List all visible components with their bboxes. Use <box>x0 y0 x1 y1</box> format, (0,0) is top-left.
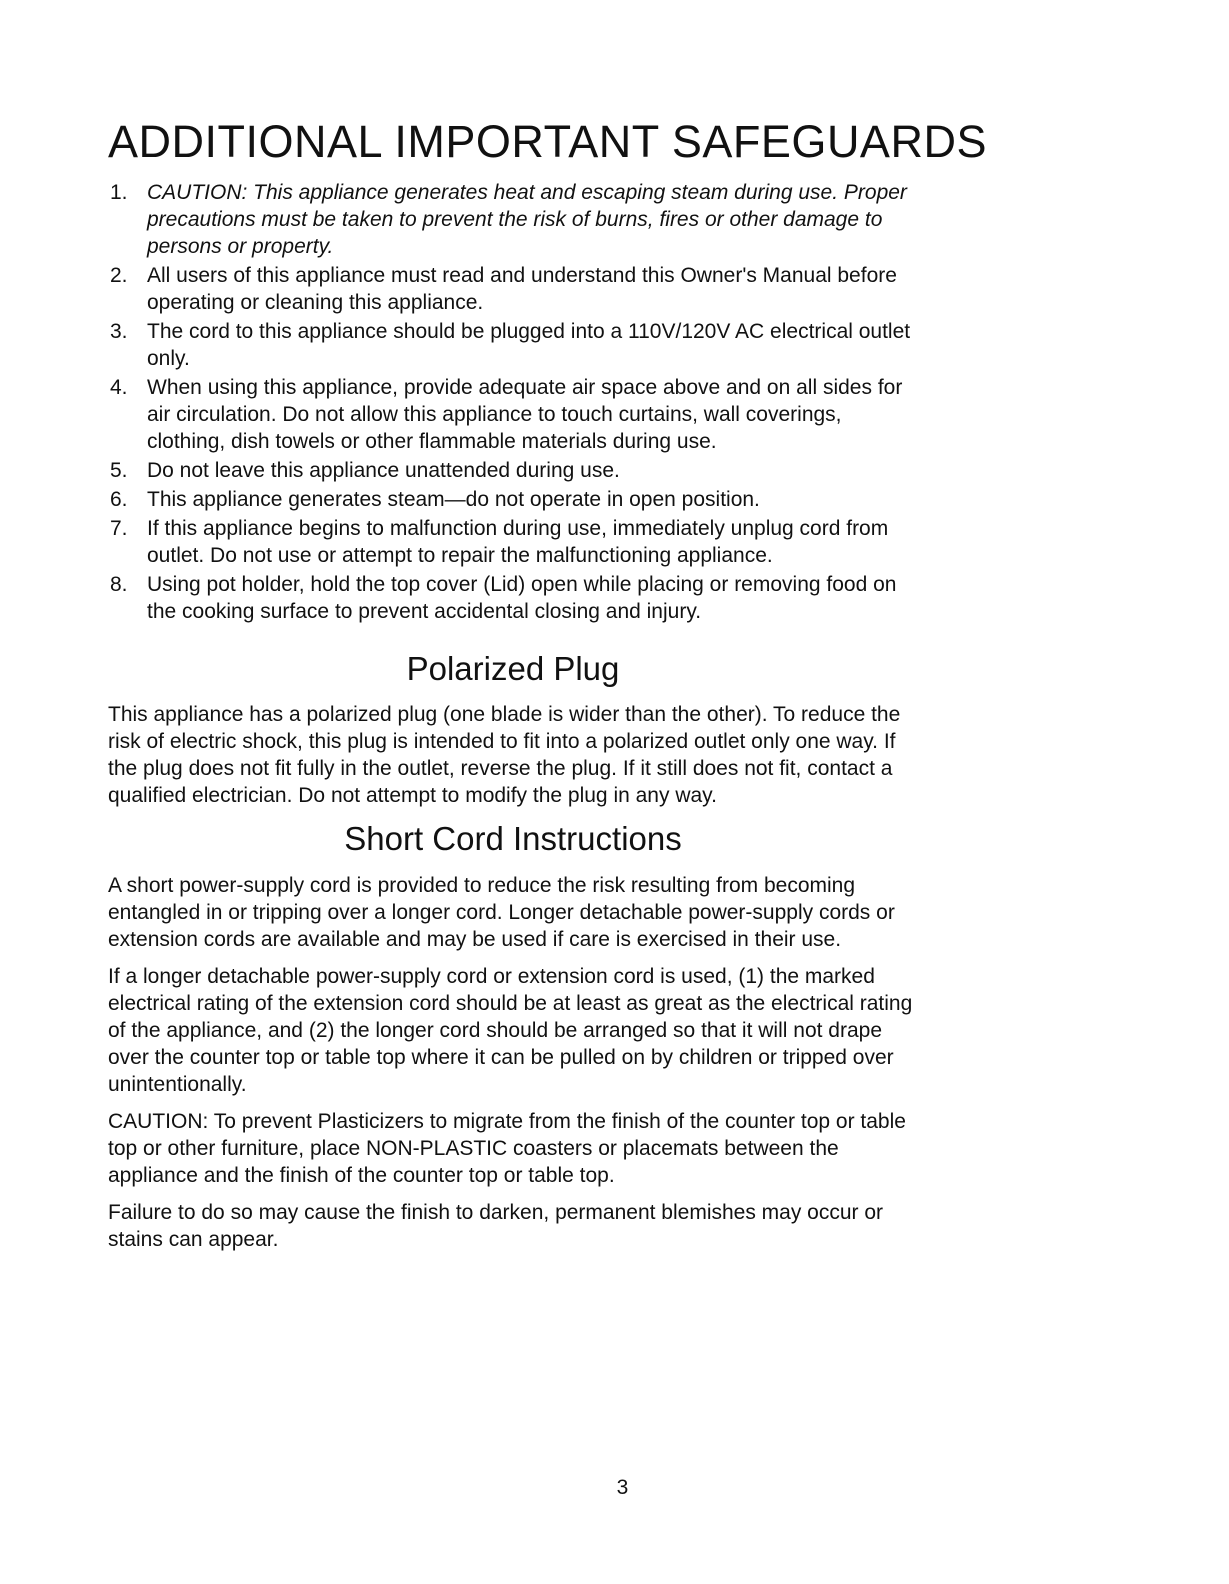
item-text: Do not leave this appliance unattended during use. <box>147 459 620 483</box>
list-item <box>108 515 918 569</box>
item-number: 5. <box>110 459 128 483</box>
item-text: This appliance generates steam—do not operate in open position. <box>147 488 760 512</box>
item-number: 3. <box>110 320 128 344</box>
list-item <box>108 374 918 455</box>
page-number: 3 <box>616 1476 629 1499</box>
item-number: 8. <box>110 573 128 597</box>
item-number: 1. <box>110 181 128 205</box>
short-cord-paragraph: If a longer detachable power-supply cord or extension cord is used, (1) the marked electrical rating of the extension cord should be at least as great as the electrical rating of the appliance, and (2) the longer cord should be arranged so that it will not drape over the counter top or table top where it can be pulled on by children or tripped over unintentionally. <box>108 965 913 1097</box>
safeguards-list <box>108 179 918 625</box>
short-cord-heading: Short Cord Instructions <box>344 819 682 857</box>
item-number: 4. <box>110 376 128 400</box>
short-cord-paragraph: A short power-supply cord is provided to reduce the risk resulting from becoming entangled in or tripping over a longer cord. Longer detachable power-supply cords or extension cords are available and may be used if care is exercised in their use. <box>108 874 895 952</box>
caution-label: CAUTION: <box>147 181 254 205</box>
item-number: 7. <box>110 517 128 541</box>
list-item <box>108 179 918 260</box>
item-text: If this appliance begins to malfunction during use, immediately unplug cord from outlet. Do not use or attempt to repair the malfunctioning appliance. <box>147 517 889 568</box>
list-item <box>108 486 918 513</box>
item-text: This appliance generates heat and escaping steam during use. Proper precautions must be taken to prevent the risk of burns, fires or other damage to persons or property. <box>147 181 907 259</box>
item-text: Using pot holder, hold the top cover (Lid) open while placing or removing food on the cooking surface to prevent accidental closing and injury. <box>147 573 897 624</box>
polarized-plug-text: This appliance has a polarized plug (one blade is wider than the other). To reduce the risk of electric shock, this plug is intended to fit into a polarized outlet only one way. If the plug does not fit fully in the outlet, reverse the plug. If it still does not fit, contact a qualified electrician. Do not attempt to modify the plug in any way. <box>108 702 901 807</box>
manual-page <box>108 116 987 1263</box>
list-item <box>108 262 918 316</box>
page-title: ADDITIONAL IMPORTANT SAFEGUARDS <box>108 116 987 167</box>
short-cord-paragraph: CAUTION: To prevent Plasticizers to migrate from the finish of the counter top or table top or other furniture, place NON-PLASTIC coasters or placemats between the appliance and the finish of the counter top or table top. <box>108 1110 906 1188</box>
item-text: The cord to this appliance should be plugged into a 110V/120V AC electrical outlet only. <box>147 320 911 371</box>
item-text: When using this appliance, provide adequate air space above and on all sides for air circulation. Do not allow this appliance to touch curtains, wall coverings, clothing, dish towels or other flammable materials during use. <box>147 376 903 454</box>
short-cord-paragraph: Failure to do so may cause the finish to darken, permanent blemishes may occur or stains can appear. <box>108 1201 884 1252</box>
item-number: 6. <box>110 488 128 512</box>
item-number: 2. <box>110 264 128 288</box>
list-item <box>108 318 918 372</box>
list-item <box>108 571 918 625</box>
polarized-plug-heading: Polarized Plug <box>406 650 620 688</box>
item-text: All users of this appliance must read and understand this Owner's Manual before operating or cleaning this appliance. <box>147 264 897 315</box>
list-item <box>108 457 918 484</box>
